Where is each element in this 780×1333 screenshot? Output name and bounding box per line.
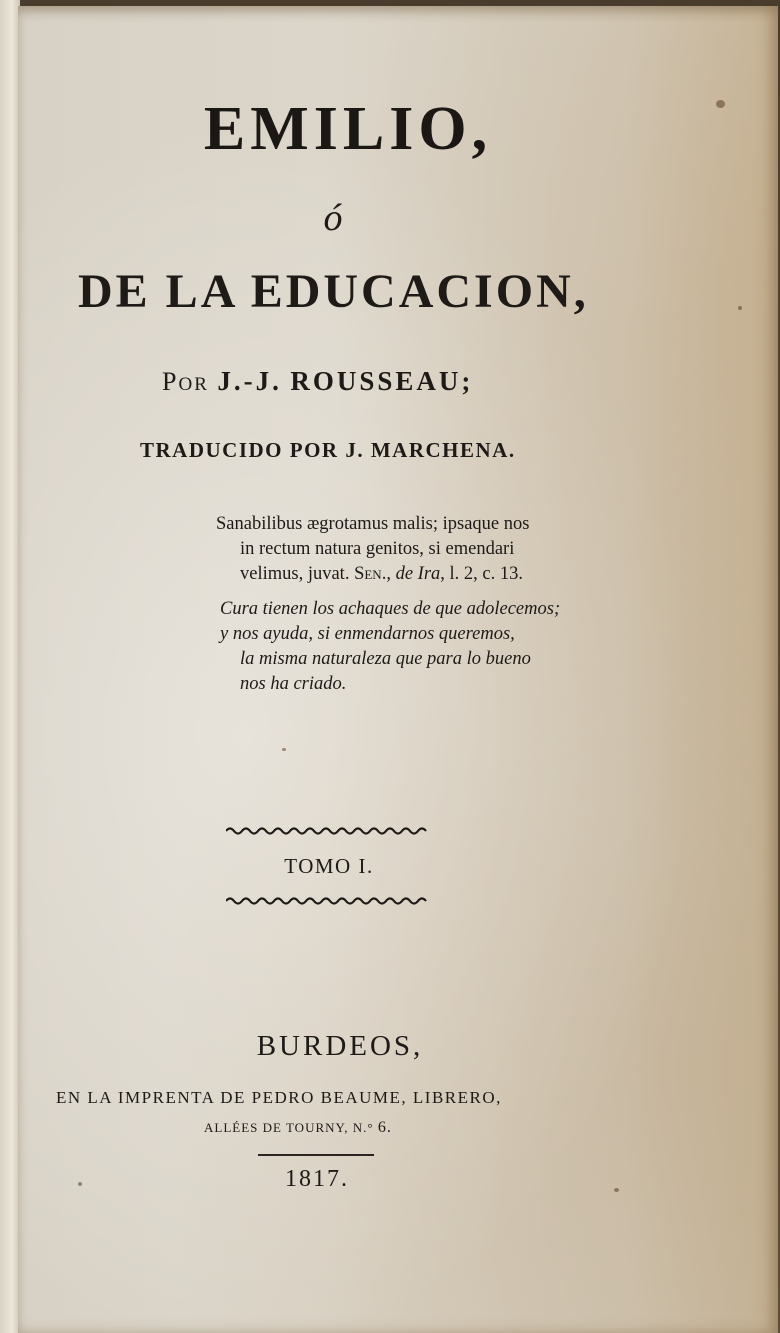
printer-line: EN LA IMPRENTA DE PEDRO BEAUME, LIBRERO, <box>56 1088 502 1107</box>
paper-speck <box>716 100 725 108</box>
epigraph-latin-citation-line <box>240 564 523 585</box>
ornamental-wavy-rule <box>226 896 430 906</box>
translator-line: TRADUCIDO POR J. MARCHENA. <box>140 438 516 462</box>
citation-author: Sen. <box>354 564 387 584</box>
author-line <box>162 366 582 397</box>
author-initials: J.-J. <box>217 366 282 396</box>
title-connector: ó <box>323 197 343 239</box>
address-street: ALLÉES DE TOURNY, N.° <box>204 1120 374 1135</box>
paper-speck <box>78 1182 82 1186</box>
epigraph-spanish-line: nos ha criado. <box>240 674 347 694</box>
epigraph-spanish-line: la misma naturaleza que para lo bueno <box>240 649 531 669</box>
epigraph-latin-text: velimus, juvat. <box>240 564 355 584</box>
address-number: 6. <box>377 1119 392 1136</box>
paper-speck <box>282 748 286 751</box>
publication-place: BURDEOS, <box>256 1030 424 1062</box>
volume-label: TOMO I. <box>284 854 374 878</box>
citation-separator: , <box>386 564 396 584</box>
epigraph-latin-line: Sanabilibus ægrotamus malis; ipsaque nos <box>216 514 530 534</box>
epigraph-spanish-line: y nos ayuda, si enmendarnos queremos, <box>220 624 515 644</box>
author-prefix-initial: P <box>162 367 179 396</box>
epigraph-latin-line: in rectum natura genitos, si emendari <box>240 539 515 559</box>
author-name: ROUSSEAU; <box>290 366 474 396</box>
printer-address <box>204 1119 464 1137</box>
ornamental-wavy-rule <box>226 826 430 836</box>
paper-speck <box>738 306 742 310</box>
epigraph-spanish-line: Cura tienen los achaques de que adolecemos; <box>220 599 561 619</box>
citation-work: de Ira <box>395 564 441 584</box>
book-edge <box>0 0 20 1333</box>
book-subtitle: DE LA EDUCACION, <box>78 265 589 318</box>
paper-speck <box>614 1188 619 1192</box>
author-prefix-rest: OR <box>178 374 209 395</box>
title-page <box>18 6 778 1333</box>
year-divider <box>258 1154 374 1156</box>
publication-year: 1817. <box>285 1166 349 1192</box>
book-title: EMILIO, <box>203 95 493 163</box>
citation-reference: , l. 2, c. 13. <box>440 564 524 584</box>
